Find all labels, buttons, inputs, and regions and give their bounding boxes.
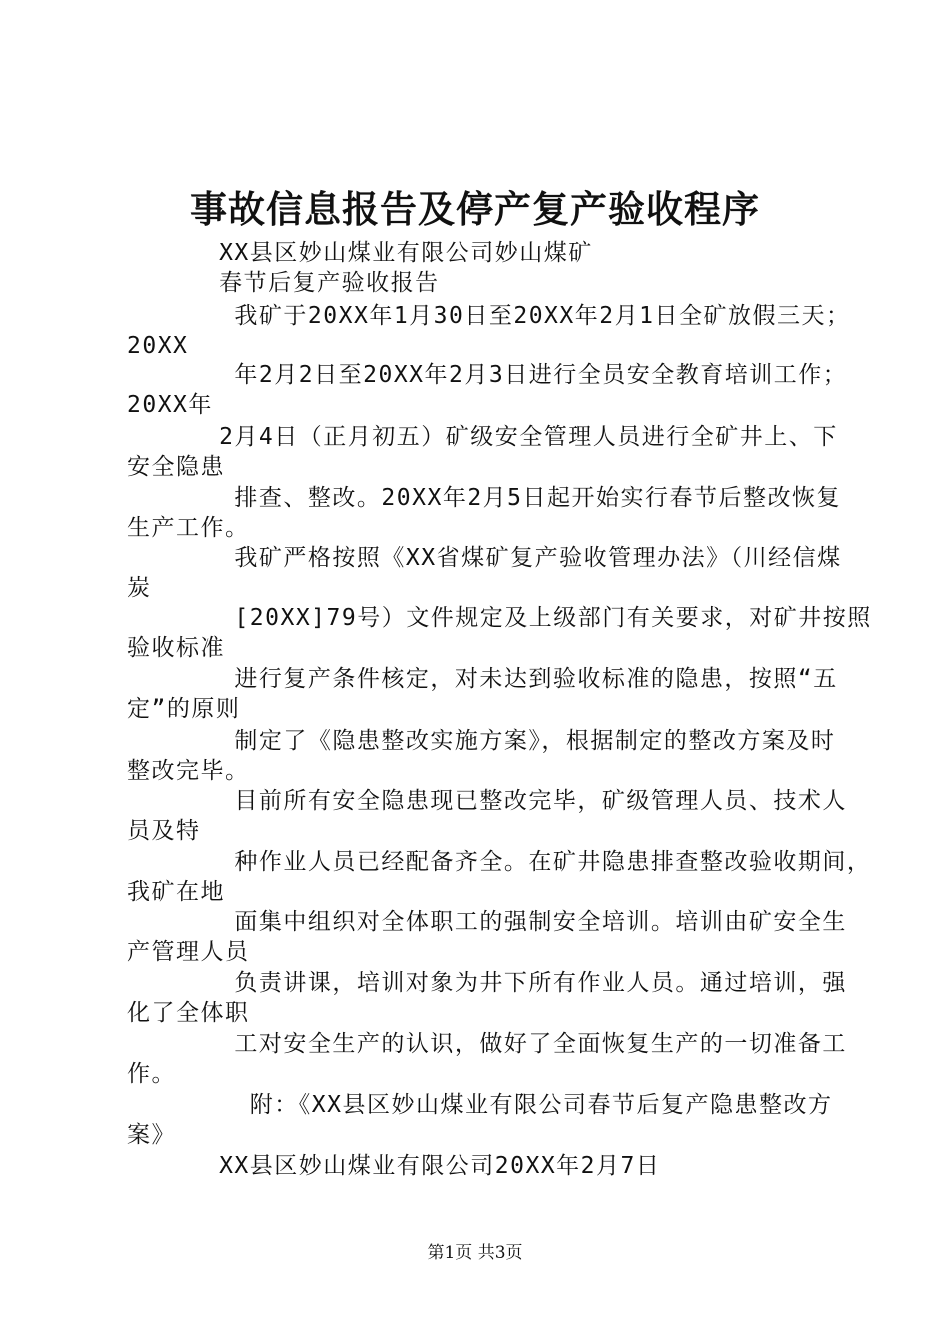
body-line: 进行复产条件核定，对未达到验收标准的隐患，按照“五: [127, 666, 838, 692]
page-footer: 第1页 共3页: [427, 1243, 523, 1263]
body-line: 年2月2日至20XX年2月3日进行全员安全教育培训工作；: [127, 362, 848, 388]
document-title: 事故信息报告及停产复产验收程序: [190, 187, 760, 231]
body-line: 作。: [127, 1061, 176, 1087]
body-line: 制定了《隐患整改实施方案》，根据制定的整改方案及时: [127, 728, 836, 754]
body-line: 我矿严格按照《XX省煤矿复产验收管理办法》（川经信煤: [127, 545, 842, 571]
body-line: XX县区妙山煤业有限公司20XX年2月7日: [127, 1153, 661, 1179]
body-line: 工对安全生产的认识，做好了全面恢复生产的一切准备工: [127, 1031, 847, 1057]
body-line: 定”的原则: [127, 696, 241, 722]
body-line: 目前所有安全隐患现已整改完毕，矿级管理人员、技术人: [127, 788, 847, 814]
body-line: 员及特: [127, 818, 201, 844]
body-line: [20XX]79号）文件规定及上级部门有关要求，对矿井按照: [127, 605, 872, 631]
body-line: 20XX: [127, 333, 189, 359]
body-line: 安全隐患: [127, 454, 225, 480]
body-line: 20XX年: [127, 392, 213, 418]
body-line: 面集中组织对全体职工的强制安全培训。培训由矿安全生: [127, 909, 847, 935]
body-line: 负责讲课，培训对象为井下所有作业人员。通过培训，强: [127, 970, 847, 996]
body-line: 我矿于20XX年1月30日至20XX年2月1日全矿放假三天；: [127, 303, 851, 329]
body-line: 产管理人员: [127, 939, 250, 965]
body-line: XX县区妙山煤业有限公司妙山煤矿: [127, 240, 593, 266]
body-line: 我矿在地: [127, 879, 225, 905]
body-line: 整改完毕。: [127, 758, 250, 784]
body-line: 案》: [127, 1122, 176, 1148]
body-line: 化了全体职: [127, 1000, 250, 1026]
body-line: 2月4日（正月初五）矿级安全管理人员进行全矿井上、下: [127, 424, 838, 450]
body-line: 验收标准: [127, 635, 225, 661]
body-line: 附：《XX县区妙山煤业有限公司春节后复产隐患整改方: [127, 1092, 833, 1118]
body-line: 春节后复产验收报告: [127, 270, 440, 296]
body-line: 种作业人员已经配备齐全。在矿井隐患排查整改验收期间，: [127, 849, 872, 875]
body-line: 炭: [127, 575, 152, 601]
body-line: 生产工作。: [127, 515, 250, 541]
body-line: 排查、整改。20XX年2月5日起开始实行春节后整改恢复: [127, 485, 842, 511]
